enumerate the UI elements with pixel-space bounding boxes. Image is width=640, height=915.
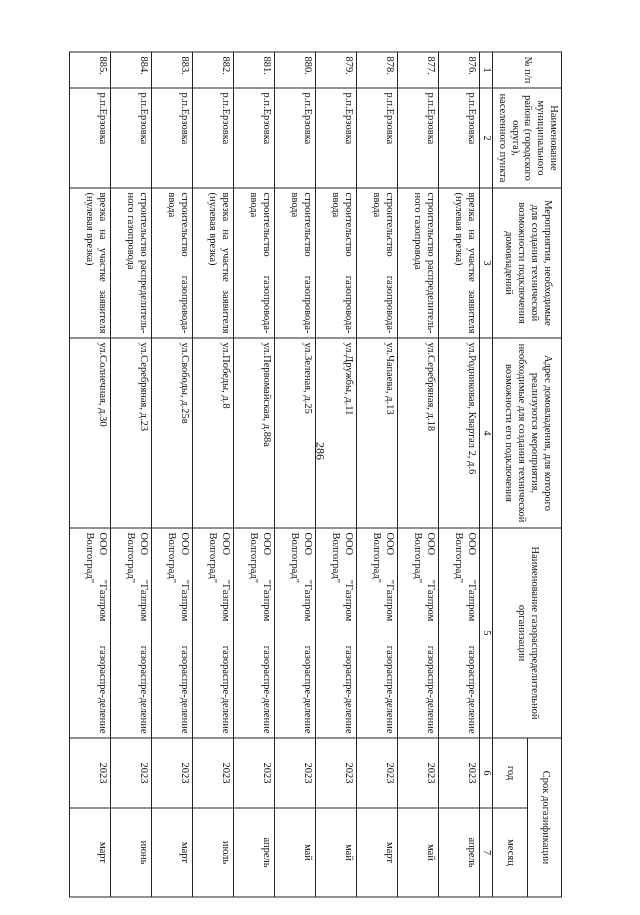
row-org: ООО "Газпром газораспре-деление Волгоград" xyxy=(151,528,192,738)
row-org: ООО "Газпром газораспре-деление Волгоград" xyxy=(356,528,397,738)
table-container xyxy=(62,52,562,897)
column-number: 1 xyxy=(479,52,492,88)
row-year: 2023 xyxy=(274,738,315,808)
row-address: ул.Чапаева, д.13 xyxy=(356,338,397,528)
row-month: май xyxy=(397,808,438,897)
header-measures: Мероприятия, необходимые для создания технической возможности подключения домовладений xyxy=(493,188,562,338)
header-term: Срок догазификации xyxy=(527,738,561,897)
row-measure: строительство газопровода-ввода xyxy=(233,188,274,338)
row-address: ул.Первомайская, д.88а xyxy=(233,338,274,528)
row-address: ул.Дружбы, д.11 xyxy=(315,338,356,528)
row-number: 885. xyxy=(69,52,110,88)
row-measure: врезка на участке заявителя (нулевая врезка) xyxy=(438,188,479,338)
table-row xyxy=(192,52,233,897)
row-measure: строительство газопровода-ввода xyxy=(315,188,356,338)
row-locality: р.п.Ерзовка xyxy=(356,88,397,188)
row-address: ул.Серебряная, д.23 xyxy=(110,338,151,528)
row-number: 880. xyxy=(274,52,315,88)
row-year: 2023 xyxy=(110,738,151,808)
row-month: май xyxy=(315,808,356,897)
table-row xyxy=(233,52,274,897)
row-address: ул.Родниковая, Квартал 2, д.6 xyxy=(438,338,479,528)
header-num: № п/п xyxy=(493,52,562,88)
row-year: 2023 xyxy=(69,738,110,808)
row-locality: р.п.Ерзовка xyxy=(274,88,315,188)
column-number: 5 xyxy=(479,528,492,738)
row-org: ООО "Газпром газораспре-деление Волгоград" xyxy=(233,528,274,738)
table-row xyxy=(356,52,397,897)
row-number: 882. xyxy=(192,52,233,88)
table-row xyxy=(315,52,356,897)
row-number: 879. xyxy=(315,52,356,88)
row-measure: строительство газопровода-ввода xyxy=(356,188,397,338)
row-address: ул.Победы, д.8 xyxy=(192,338,233,528)
header-month: месяц xyxy=(493,808,528,897)
row-month: апрель xyxy=(233,808,274,897)
column-numbers-row xyxy=(479,52,492,897)
table-row xyxy=(438,52,479,897)
row-measure: врезка на участке заявителя (нулевая врезка) xyxy=(192,188,233,338)
table-row xyxy=(151,52,192,897)
table-row xyxy=(69,52,110,897)
header-address: Адрес домовладения, для которого реализуются мероприятия, необходимые для создания технической возможности его подключения xyxy=(493,338,562,528)
row-month: апрель xyxy=(438,808,479,897)
row-measure: строительство распределитель-ного газопровода xyxy=(110,188,151,338)
row-locality: р.п.Ерзовка xyxy=(151,88,192,188)
row-org: ООО "Газпром газораспре-деление Волгоград" xyxy=(315,528,356,738)
row-org: ООО "Газпром газораспре-деление Волгоград" xyxy=(438,528,479,738)
row-number: 883. xyxy=(151,52,192,88)
row-month: июль xyxy=(192,808,233,897)
column-number: 2 xyxy=(479,88,492,188)
row-locality: р.п.Ерзовка xyxy=(110,88,151,188)
row-locality: р.п.Ерзовка xyxy=(397,88,438,188)
row-org: ООО "Газпром газораспре-деление Волгоград" xyxy=(274,528,315,738)
row-locality: р.п.Ерзовка xyxy=(69,88,110,188)
table-row xyxy=(274,52,315,897)
row-address: ул.Зеленая, д.25 xyxy=(274,338,315,528)
row-number: 877. xyxy=(397,52,438,88)
row-year: 2023 xyxy=(233,738,274,808)
row-year: 2023 xyxy=(438,738,479,808)
row-address: ул.Свободы, д.25в xyxy=(151,338,192,528)
row-locality: р.п.Ерзовка xyxy=(192,88,233,188)
row-locality: р.п.Ерзовка xyxy=(315,88,356,188)
column-number: 3 xyxy=(479,188,492,338)
row-month: июнь xyxy=(110,808,151,897)
row-month: март xyxy=(151,808,192,897)
row-measure: строительство газопровода-ввода xyxy=(274,188,315,338)
row-month: март xyxy=(356,808,397,897)
row-org: ООО "Газпром газораспре-деление Волгоград" xyxy=(192,528,233,738)
header-year: год xyxy=(493,738,528,808)
header-org: Наименование газораспределительной организации xyxy=(493,528,562,738)
column-number: 7 xyxy=(479,808,492,897)
row-number: 878. xyxy=(356,52,397,88)
row-month: май xyxy=(274,808,315,897)
row-month: март xyxy=(69,808,110,897)
row-measure: врезка на участке заявителя (нулевая врезка) xyxy=(69,188,110,338)
column-number: 6 xyxy=(479,738,492,808)
row-number: 881. xyxy=(233,52,274,88)
gasification-table xyxy=(69,52,562,898)
row-address: ул.Солнечная, д.30 xyxy=(69,338,110,528)
header-district: Наименование муниципального района (городского округа), населенного пункта xyxy=(493,88,562,188)
row-measure: строительство газопровода-ввода xyxy=(151,188,192,338)
row-org: ООО "Газпром газораспре-деление Волгоград" xyxy=(397,528,438,738)
row-year: 2023 xyxy=(192,738,233,808)
row-locality: р.п.Ерзовка xyxy=(438,88,479,188)
table-row xyxy=(397,52,438,897)
table-row xyxy=(110,52,151,897)
row-locality: р.п.Ерзовка xyxy=(233,88,274,188)
row-org: ООО "Газпром газораспре-деление Волгоград" xyxy=(69,528,110,738)
row-year: 2023 xyxy=(397,738,438,808)
column-number: 4 xyxy=(479,338,492,528)
row-number: 876. xyxy=(438,52,479,88)
row-address: ул.Серебряная, д.18 xyxy=(397,338,438,528)
row-measure: строительство распределитель-ного газопровода xyxy=(397,188,438,338)
page-number: 286 xyxy=(313,442,328,460)
row-year: 2023 xyxy=(356,738,397,808)
row-org: ООО "Газпром газораспре-деление Волгоград" xyxy=(110,528,151,738)
row-year: 2023 xyxy=(315,738,356,808)
row-number: 884. xyxy=(110,52,151,88)
row-year: 2023 xyxy=(151,738,192,808)
